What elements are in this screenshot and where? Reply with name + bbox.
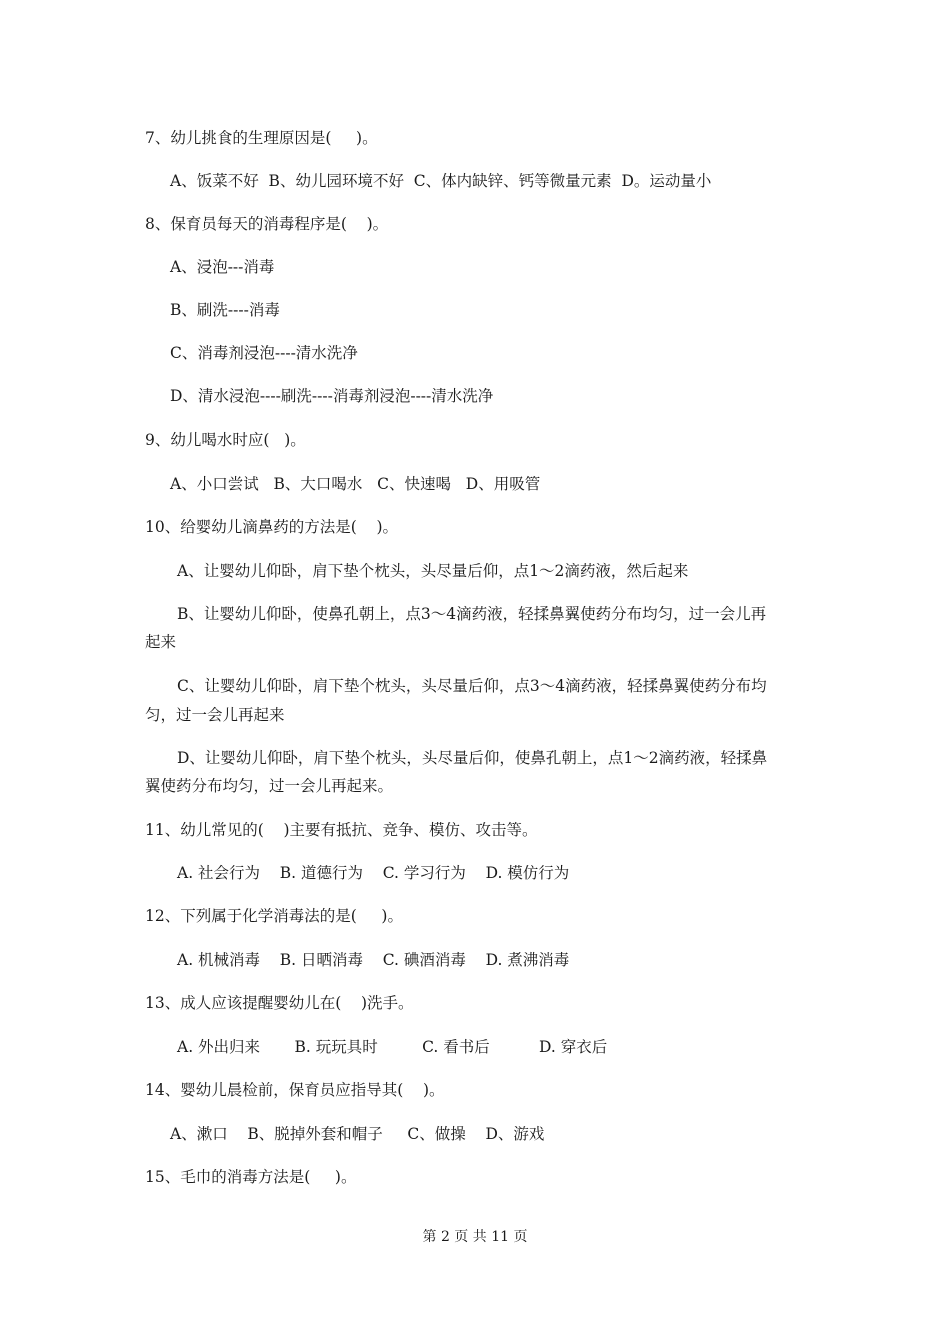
question-11-stem: 11、幼儿常见的( )主要有抵抗、竞争、模仿、攻击等。 [145, 821, 538, 839]
question-9-stem: 9、幼儿喝水时应( )。 [145, 431, 306, 449]
page-number-footer: 第 2 页 共 11 页 [422, 1229, 528, 1245]
question-10-stem: 10、给婴幼儿滴鼻药的方法是( )。 [145, 518, 399, 536]
question-10-option-c-line2: 匀，过一会儿再起来 [145, 706, 285, 724]
question-8-stem: 8、保育员每天的消毒程序是( )。 [145, 215, 389, 233]
question-8-option-b: B、刷洗----消毒 [170, 301, 280, 319]
question-10-option-c-line1: C、让婴幼儿仰卧，肩下垫个枕头，头尽量后仰，点3～4滴药液，轻揉鼻翼使药分布均 [177, 677, 767, 695]
question-8-option-c: C、消毒剂浸泡----清水洗净 [170, 344, 358, 362]
question-10-option-b-line2: 起来 [145, 633, 177, 651]
question-15-stem: 15、毛巾的消毒方法是( )。 [145, 1168, 357, 1186]
question-10-option-d-line1: D、让婴幼儿仰卧，肩下垫个枕头，头尽量后仰，使鼻孔朝上，点1～2滴药液，轻揉鼻 [177, 749, 768, 767]
question-10-option-b-line1: B、让婴幼儿仰卧，使鼻孔朝上，点3～4滴药液，轻揉鼻翼使药分布均匀，过一会儿再 [177, 605, 767, 623]
question-14-stem: 14、婴幼儿晨检前，保育员应指导其( )。 [145, 1081, 445, 1099]
question-13-options: A. 外出归来 B. 玩玩具时 C. 看书后 D. 穿衣后 [177, 1038, 608, 1056]
question-13-stem: 13、成人应该提醒婴幼儿在( )洗手。 [145, 994, 414, 1012]
question-7-options: A、饭菜不好 B、幼儿园环境不好 C、体内缺锌、钙等微量元素 D。运动量小 [170, 172, 712, 190]
question-9-options: A、小口尝试 B、大口喝水 C、快速喝 D、用吸管 [170, 475, 541, 493]
question-10-option-d-line2: 翼使药分布均匀，过一会儿再起来。 [145, 777, 394, 795]
question-8-option-a: A、浸泡---消毒 [170, 258, 275, 276]
question-7-stem: 7、幼儿挑食的生理原因是( )。 [145, 129, 378, 147]
question-12-stem: 12、下列属于化学消毒法的是( )。 [145, 907, 403, 925]
question-8-option-d: D、清水浸泡----刷洗----消毒剂浸泡----清水洗净 [170, 387, 494, 405]
question-12-options: A. 机械消毒 B. 日晒消毒 C. 碘酒消毒 D. 煮沸消毒 [177, 951, 570, 969]
question-11-options: A. 社会行为 B. 道德行为 C. 学习行为 D. 模仿行为 [177, 864, 570, 882]
question-14-options: A、漱口 B、脱掉外套和帽子 C、做操 D、游戏 [170, 1125, 545, 1143]
question-10-option-a: A、让婴幼儿仰卧，肩下垫个枕头，头尽量后仰，点1～2滴药液，然后起来 [177, 562, 689, 580]
